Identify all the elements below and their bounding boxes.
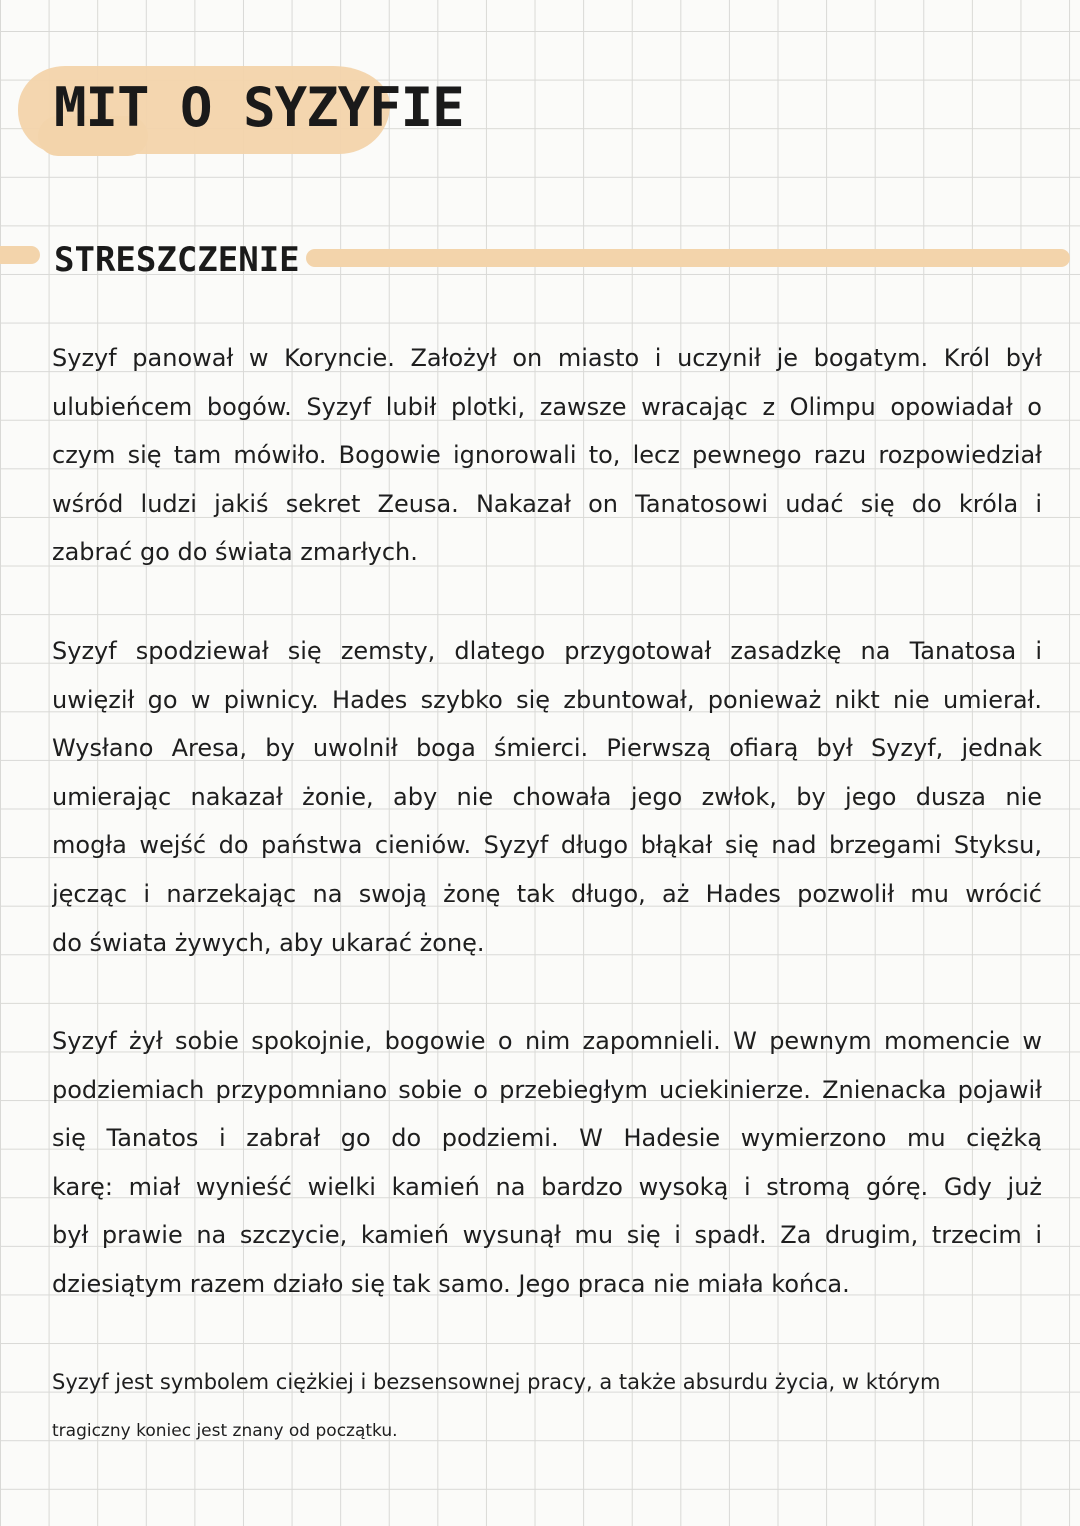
- paragraph-line: Syzyf jest symbolem ciężkiej i bezsensownej pracy, a także absurdu życia, w którym: [52, 1370, 941, 1394]
- paragraph-line: ulubieńcem bogów. Syzyf lubił plotki, zawsze wracając z Olimpu opowiadał o: [52, 392, 1042, 421]
- paragraph-1: [52, 334, 1042, 577]
- paragraph-line: się Tanatos i zabrał go do podziemi. W Hadesie wymierzono mu ciężką: [52, 1124, 1042, 1153]
- paragraph-2: [52, 627, 1042, 967]
- paragraph-line: uwięził go w piwnicy. Hades szybko się zbuntował, ponieważ nikt nie umierał.: [52, 685, 1042, 714]
- paragraph-line: zabrać go do świata zmarłych.: [52, 538, 418, 567]
- paragraph-line: umierając nakazał żonie, aby nie chowała jego zwłok, by jego dusza nie: [52, 782, 1042, 811]
- paragraph-line: dziesiątym razem działo się tak samo. Jego praca nie miała końca.: [52, 1269, 850, 1298]
- paragraph-line: czym się tam mówiło. Bogowie ignorowali to, lecz pewnego razu rozpowiedział: [52, 441, 1042, 470]
- section-bar-right: [306, 249, 1070, 267]
- paragraph-line: mogła wejść do państwa cieniów. Syzyf długo błąkał się nad brzegami Styksu,: [52, 831, 1042, 860]
- paragraph-line: Syzyf panował w Koryncie. Założył on miasto i uczynił je bogatym. Król był: [52, 344, 1042, 372]
- paragraph-line: podziemiach przypomniano sobie o przebiegłym uciekinierze. Znienacka pojawił: [52, 1075, 1042, 1104]
- paragraph-line: tragiczny koniec jest znany od początku.: [52, 1420, 398, 1441]
- paragraph-4: [52, 1358, 1002, 1455]
- paragraph-line: Syzyf żył sobie spokojnie, bogowie o nim zapomnieli. W pewnym momencie w: [52, 1027, 1042, 1055]
- paragraph-line: był prawie na szczycie, kamień wysunął mu się i spadł. Za drugim, trzecim i: [52, 1221, 1042, 1250]
- section-heading: STRESZCZENIE: [54, 240, 300, 280]
- paragraph-line: karę: miał wynieść wielki kamień na bardzo wysoką i stromą górę. Gdy już: [52, 1172, 1042, 1201]
- paragraph-3: [52, 1017, 1042, 1309]
- paragraph-line: do świata żywych, aby ukarać żonę.: [52, 928, 485, 957]
- paragraph-line: Wysłano Aresa, by uwolnił boga śmierci. Pierwszą ofiarą był Syzyf, jednak: [52, 734, 1042, 763]
- paragraph-line: Syzyf spodziewał się zemsty, dlatego przygotował zasadzkę na Tanatosa i: [52, 637, 1042, 665]
- section-bar-left: [0, 246, 40, 264]
- title-highlight: [18, 66, 464, 154]
- paragraph-line: wśród ludzi jakiś sekret Zeusa. Nakazał on Tanatosowi udać się do króla i: [52, 489, 1042, 518]
- paragraph-line: jęcząc i narzekając na swoją żonę tak długo, aż Hades pozwolił mu wrócić: [52, 879, 1042, 908]
- page-title: MIT O SYZYFIE: [54, 76, 464, 139]
